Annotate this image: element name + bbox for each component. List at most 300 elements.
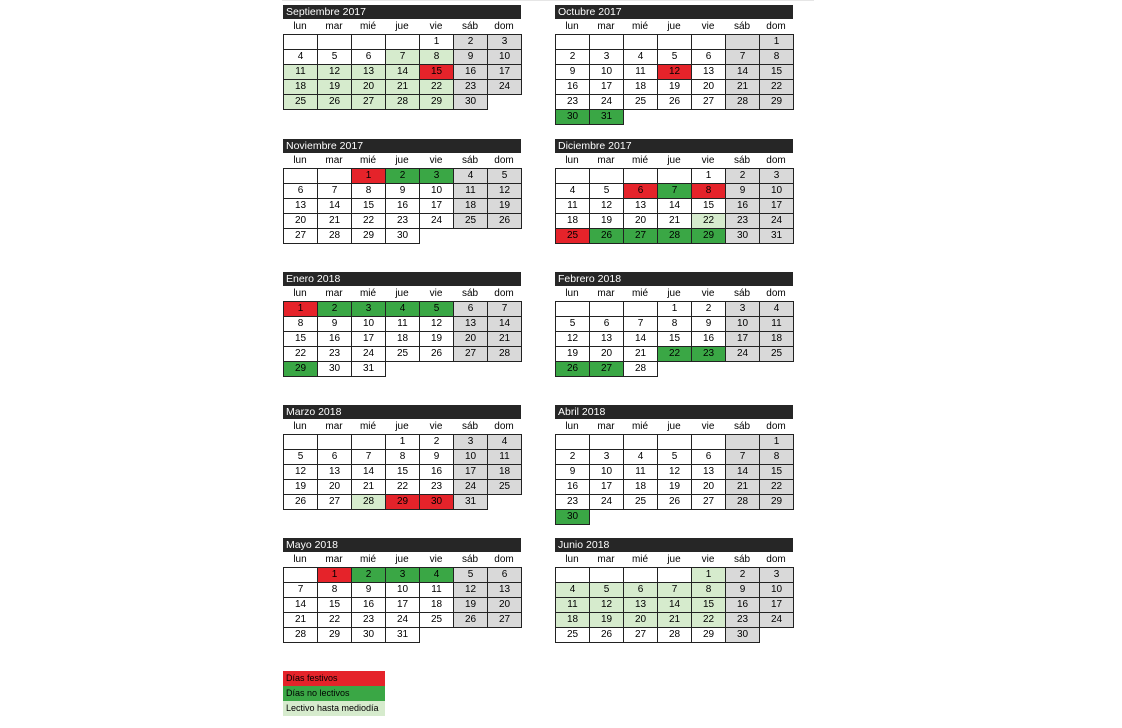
empty-day-cell — [657, 434, 692, 450]
weekday-label: vie — [701, 421, 715, 432]
day-cell: 26 — [555, 361, 590, 377]
day-cell: 6 — [589, 316, 624, 332]
day-cell: 21 — [283, 612, 318, 628]
weekday-header — [555, 552, 793, 567]
day-cell: 14 — [487, 316, 522, 332]
day-cell: 10 — [589, 464, 624, 480]
weekday-label: mié — [631, 554, 649, 565]
empty-day-cell — [283, 567, 318, 583]
empty-day-cell — [589, 567, 624, 583]
day-cell: 13 — [691, 64, 726, 80]
day-cell: 2 — [725, 567, 760, 583]
day-cell: 20 — [317, 479, 352, 495]
day-cell: 2 — [453, 34, 488, 50]
day-cell: 30 — [555, 509, 590, 525]
month-calendar — [283, 538, 521, 642]
day-cell: 8 — [317, 582, 352, 598]
day-grid — [555, 34, 793, 124]
day-cell: 28 — [283, 627, 318, 643]
day-cell: 19 — [589, 213, 624, 229]
day-cell: 11 — [759, 316, 794, 332]
day-cell: 4 — [385, 301, 420, 317]
empty-day-cell — [317, 168, 352, 184]
day-cell: 18 — [283, 79, 318, 95]
day-cell: 5 — [453, 567, 488, 583]
month-calendar — [555, 139, 793, 243]
day-cell: 26 — [453, 612, 488, 628]
day-cell: 20 — [691, 79, 726, 95]
day-cell: 15 — [385, 464, 420, 480]
day-grid — [283, 567, 521, 642]
day-cell: 7 — [351, 449, 386, 465]
day-cell: 11 — [555, 198, 590, 214]
day-cell: 13 — [623, 198, 658, 214]
day-cell: 3 — [759, 567, 794, 583]
day-cell: 25 — [555, 627, 590, 643]
day-cell: 2 — [351, 567, 386, 583]
day-cell: 1 — [385, 434, 420, 450]
day-cell: 15 — [759, 464, 794, 480]
day-cell: 15 — [351, 198, 386, 214]
weekday-label: jue — [667, 421, 681, 432]
day-cell: 26 — [283, 494, 318, 510]
day-cell: 8 — [759, 49, 794, 65]
weekday-label: jue — [395, 21, 409, 32]
day-cell: 29 — [385, 494, 420, 510]
weekday-label: dom — [494, 288, 514, 299]
day-cell: 9 — [419, 449, 454, 465]
empty-day-cell — [691, 434, 726, 450]
day-cell: 21 — [487, 331, 522, 347]
blank-cell — [385, 361, 419, 376]
day-cell: 27 — [317, 494, 352, 510]
weekday-label: mié — [359, 155, 377, 166]
day-cell: 4 — [555, 183, 590, 199]
weekday-label: sáb — [461, 155, 479, 166]
month-title: Abril 2018 — [555, 405, 793, 419]
weekday-label: jue — [395, 554, 409, 565]
day-cell: 18 — [623, 79, 658, 95]
empty-day-cell — [317, 434, 352, 450]
empty-day-cell — [555, 434, 590, 450]
day-cell: 20 — [283, 213, 318, 229]
day-cell: 20 — [589, 346, 624, 362]
day-cell: 21 — [725, 79, 760, 95]
day-cell: 21 — [657, 213, 692, 229]
weekday-label: mar — [325, 21, 343, 32]
day-cell: 14 — [283, 597, 318, 613]
day-cell: 12 — [657, 464, 692, 480]
day-cell: 2 — [385, 168, 420, 184]
empty-day-cell — [385, 34, 420, 50]
day-cell: 30 — [317, 361, 352, 377]
month-title: Mayo 2018 — [283, 538, 521, 552]
day-cell: 16 — [725, 597, 760, 613]
day-cell: 10 — [453, 449, 488, 465]
day-cell: 27 — [691, 94, 726, 110]
day-cell: 20 — [623, 612, 658, 628]
day-cell: 9 — [691, 316, 726, 332]
day-cell: 5 — [589, 183, 624, 199]
day-cell: 12 — [317, 64, 352, 80]
day-cell: 15 — [317, 597, 352, 613]
day-cell: 23 — [725, 612, 760, 628]
blank-cell — [759, 627, 793, 642]
weekday-label: lun — [565, 554, 579, 565]
month-title: Enero 2018 — [283, 272, 521, 286]
empty-day-cell — [623, 434, 658, 450]
month-calendar — [283, 405, 521, 509]
day-cell: 6 — [691, 449, 726, 465]
weekday-header — [283, 153, 521, 168]
day-cell: 6 — [453, 301, 488, 317]
day-cell: 13 — [691, 464, 726, 480]
weekday-label: lun — [565, 155, 579, 166]
day-cell: 4 — [623, 49, 658, 65]
day-grid — [283, 434, 521, 509]
day-cell: 11 — [623, 64, 658, 80]
day-cell: 20 — [691, 479, 726, 495]
day-cell: 10 — [419, 183, 454, 199]
weekday-label: mié — [631, 21, 649, 32]
empty-day-cell — [283, 34, 318, 50]
day-cell: 17 — [725, 331, 760, 347]
day-cell: 5 — [657, 49, 692, 65]
day-cell: 17 — [759, 198, 794, 214]
month-title: Septiembre 2017 — [283, 5, 521, 19]
day-cell: 12 — [453, 582, 488, 598]
day-cell: 28 — [487, 346, 522, 362]
day-cell: 28 — [725, 94, 760, 110]
blank-cell — [487, 94, 521, 109]
day-cell: 24 — [759, 612, 794, 628]
day-cell: 24 — [419, 213, 454, 229]
month-calendar — [555, 405, 793, 524]
empty-day-cell — [283, 434, 318, 450]
day-cell: 17 — [385, 597, 420, 613]
month-calendar — [555, 5, 793, 124]
day-cell: 28 — [623, 361, 658, 377]
day-cell: 30 — [351, 627, 386, 643]
day-cell: 8 — [759, 449, 794, 465]
day-cell: 27 — [487, 612, 522, 628]
day-cell: 31 — [453, 494, 488, 510]
day-cell: 4 — [283, 49, 318, 65]
day-cell: 19 — [487, 198, 522, 214]
day-cell: 30 — [725, 228, 760, 244]
blank-cell — [657, 509, 691, 524]
day-cell: 30 — [725, 627, 760, 643]
empty-day-cell — [555, 301, 590, 317]
day-cell: 3 — [419, 168, 454, 184]
day-cell: 1 — [419, 34, 454, 50]
day-cell: 12 — [589, 597, 624, 613]
day-cell: 24 — [453, 479, 488, 495]
day-cell: 19 — [589, 612, 624, 628]
day-cell: 5 — [555, 316, 590, 332]
weekday-label: jue — [667, 554, 681, 565]
day-cell: 18 — [555, 612, 590, 628]
day-cell: 22 — [317, 612, 352, 628]
day-cell: 3 — [589, 449, 624, 465]
day-cell: 1 — [283, 301, 318, 317]
day-cell: 25 — [487, 479, 522, 495]
day-cell: 19 — [283, 479, 318, 495]
weekday-label: dom — [494, 554, 514, 565]
day-cell: 3 — [351, 301, 386, 317]
day-cell: 21 — [385, 79, 420, 95]
day-cell: 13 — [283, 198, 318, 214]
blank-cell — [623, 109, 657, 124]
weekday-label: sáb — [733, 288, 751, 299]
blank-cell — [725, 361, 759, 376]
blank-cell — [725, 509, 759, 524]
day-cell: 28 — [657, 627, 692, 643]
day-cell: 7 — [725, 449, 760, 465]
empty-day-cell — [555, 567, 590, 583]
weekday-label: vie — [429, 554, 443, 565]
weekday-label: vie — [429, 155, 443, 166]
weekday-header — [555, 286, 793, 301]
day-cell: 22 — [351, 213, 386, 229]
month-calendar — [283, 5, 521, 109]
day-cell: 23 — [385, 213, 420, 229]
blank-cell — [487, 361, 521, 376]
day-cell: 24 — [725, 346, 760, 362]
day-cell: 15 — [691, 597, 726, 613]
day-cell: 25 — [453, 213, 488, 229]
day-cell: 2 — [419, 434, 454, 450]
weekday-label: lun — [293, 421, 307, 432]
weekday-label: sáb — [461, 288, 479, 299]
day-cell: 26 — [317, 94, 352, 110]
day-cell: 22 — [657, 346, 692, 362]
weekday-label: dom — [494, 421, 514, 432]
day-cell: 23 — [691, 346, 726, 362]
day-cell: 25 — [555, 228, 590, 244]
day-grid — [555, 434, 793, 524]
day-cell: 1 — [317, 567, 352, 583]
day-cell: 11 — [487, 449, 522, 465]
day-cell: 1 — [657, 301, 692, 317]
weekday-header — [555, 19, 793, 34]
empty-day-cell — [589, 168, 624, 184]
day-cell: 18 — [623, 479, 658, 495]
day-cell: 19 — [555, 346, 590, 362]
empty-day-cell — [589, 301, 624, 317]
day-cell: 15 — [657, 331, 692, 347]
day-cell: 25 — [759, 346, 794, 362]
day-cell: 3 — [589, 49, 624, 65]
day-cell: 26 — [657, 94, 692, 110]
day-cell: 29 — [691, 228, 726, 244]
day-cell: 14 — [725, 464, 760, 480]
day-cell: 5 — [589, 582, 624, 598]
day-cell: 1 — [691, 168, 726, 184]
day-cell: 10 — [351, 316, 386, 332]
day-cell: 12 — [589, 198, 624, 214]
day-cell: 16 — [351, 597, 386, 613]
day-cell: 8 — [691, 183, 726, 199]
day-cell: 31 — [385, 627, 420, 643]
blank-cell — [657, 109, 691, 124]
day-cell: 25 — [385, 346, 420, 362]
day-cell: 17 — [351, 331, 386, 347]
day-cell: 27 — [623, 228, 658, 244]
day-cell: 7 — [317, 183, 352, 199]
empty-day-cell — [351, 434, 386, 450]
day-cell: 4 — [487, 434, 522, 450]
legend-mediodia: Lectivo hasta mediodía — [283, 701, 385, 716]
day-cell: 29 — [419, 94, 454, 110]
empty-day-cell — [351, 34, 386, 50]
empty-day-cell — [317, 34, 352, 50]
month-title: Marzo 2018 — [283, 405, 521, 419]
day-cell: 31 — [351, 361, 386, 377]
day-cell: 1 — [351, 168, 386, 184]
top-divider — [282, 0, 814, 1]
weekday-label: mié — [359, 21, 377, 32]
day-cell: 11 — [623, 464, 658, 480]
day-cell: 29 — [691, 627, 726, 643]
day-cell: 14 — [657, 597, 692, 613]
blank-cell — [419, 627, 453, 642]
day-cell: 21 — [317, 213, 352, 229]
blank-cell — [691, 361, 725, 376]
day-cell: 7 — [487, 301, 522, 317]
day-cell: 8 — [283, 316, 318, 332]
day-cell: 23 — [351, 612, 386, 628]
day-cell: 27 — [351, 94, 386, 110]
day-cell: 22 — [759, 479, 794, 495]
day-cell: 9 — [351, 582, 386, 598]
day-cell: 17 — [487, 64, 522, 80]
day-grid — [283, 168, 521, 243]
day-cell: 21 — [623, 346, 658, 362]
day-cell: 30 — [453, 94, 488, 110]
legend-no-lectivos: Días no lectivos — [283, 686, 385, 701]
day-cell: 6 — [691, 49, 726, 65]
weekday-label: jue — [667, 288, 681, 299]
empty-day-cell — [623, 34, 658, 50]
day-cell: 9 — [555, 64, 590, 80]
day-cell: 3 — [385, 567, 420, 583]
day-cell: 22 — [385, 479, 420, 495]
day-cell: 11 — [555, 597, 590, 613]
day-cell: 2 — [691, 301, 726, 317]
day-cell: 2 — [555, 449, 590, 465]
day-cell: 17 — [419, 198, 454, 214]
blank-cell — [725, 109, 759, 124]
day-cell: 29 — [283, 361, 318, 377]
day-cell: 9 — [317, 316, 352, 332]
day-cell: 15 — [283, 331, 318, 347]
day-cell: 25 — [283, 94, 318, 110]
day-cell: 11 — [419, 582, 454, 598]
blank-cell — [759, 109, 793, 124]
day-cell: 7 — [657, 183, 692, 199]
day-cell: 16 — [453, 64, 488, 80]
month-title: Junio 2018 — [555, 538, 793, 552]
day-cell: 27 — [453, 346, 488, 362]
day-cell: 27 — [623, 627, 658, 643]
empty-day-cell — [657, 168, 692, 184]
day-cell: 14 — [317, 198, 352, 214]
month-title: Noviembre 2017 — [283, 139, 521, 153]
day-cell: 20 — [351, 79, 386, 95]
day-cell: 16 — [725, 198, 760, 214]
day-cell: 20 — [623, 213, 658, 229]
empty-day-cell — [725, 34, 760, 50]
weekday-header — [283, 552, 521, 567]
weekday-label: mié — [359, 554, 377, 565]
day-cell: 20 — [487, 597, 522, 613]
empty-day-cell — [691, 34, 726, 50]
day-cell: 4 — [555, 582, 590, 598]
day-cell: 3 — [725, 301, 760, 317]
weekday-label: dom — [494, 155, 514, 166]
legend — [283, 671, 385, 716]
day-cell: 22 — [691, 213, 726, 229]
day-cell: 29 — [317, 627, 352, 643]
day-cell: 11 — [385, 316, 420, 332]
day-cell: 23 — [419, 479, 454, 495]
day-cell: 24 — [589, 494, 624, 510]
weekday-label: jue — [667, 21, 681, 32]
day-cell: 27 — [589, 361, 624, 377]
weekday-label: mar — [597, 421, 615, 432]
weekday-label: jue — [667, 155, 681, 166]
day-cell: 16 — [555, 79, 590, 95]
day-cell: 14 — [725, 64, 760, 80]
weekday-label: mié — [359, 288, 377, 299]
day-cell: 18 — [555, 213, 590, 229]
blank-cell — [453, 361, 487, 376]
day-cell: 23 — [555, 494, 590, 510]
day-cell: 6 — [623, 183, 658, 199]
day-cell: 1 — [691, 567, 726, 583]
day-cell: 19 — [657, 479, 692, 495]
weekday-label: mar — [325, 288, 343, 299]
day-cell: 27 — [283, 228, 318, 244]
day-cell: 13 — [487, 582, 522, 598]
day-cell: 25 — [419, 612, 454, 628]
day-cell: 9 — [725, 582, 760, 598]
day-cell: 3 — [759, 168, 794, 184]
empty-day-cell — [725, 434, 760, 450]
weekday-label: vie — [429, 21, 443, 32]
day-cell: 14 — [657, 198, 692, 214]
day-cell: 14 — [385, 64, 420, 80]
blank-cell — [623, 509, 657, 524]
day-cell: 8 — [351, 183, 386, 199]
weekday-label: vie — [429, 288, 443, 299]
day-cell: 8 — [419, 49, 454, 65]
blank-cell — [453, 627, 487, 642]
day-cell: 16 — [317, 331, 352, 347]
day-cell: 31 — [759, 228, 794, 244]
weekday-label: sáb — [461, 21, 479, 32]
blank-cell — [487, 494, 521, 509]
day-cell: 13 — [589, 331, 624, 347]
weekday-label: dom — [766, 554, 786, 565]
day-cell: 7 — [283, 582, 318, 598]
day-cell: 15 — [759, 64, 794, 80]
day-cell: 25 — [623, 494, 658, 510]
empty-day-cell — [589, 434, 624, 450]
weekday-label: vie — [429, 421, 443, 432]
empty-day-cell — [657, 34, 692, 50]
